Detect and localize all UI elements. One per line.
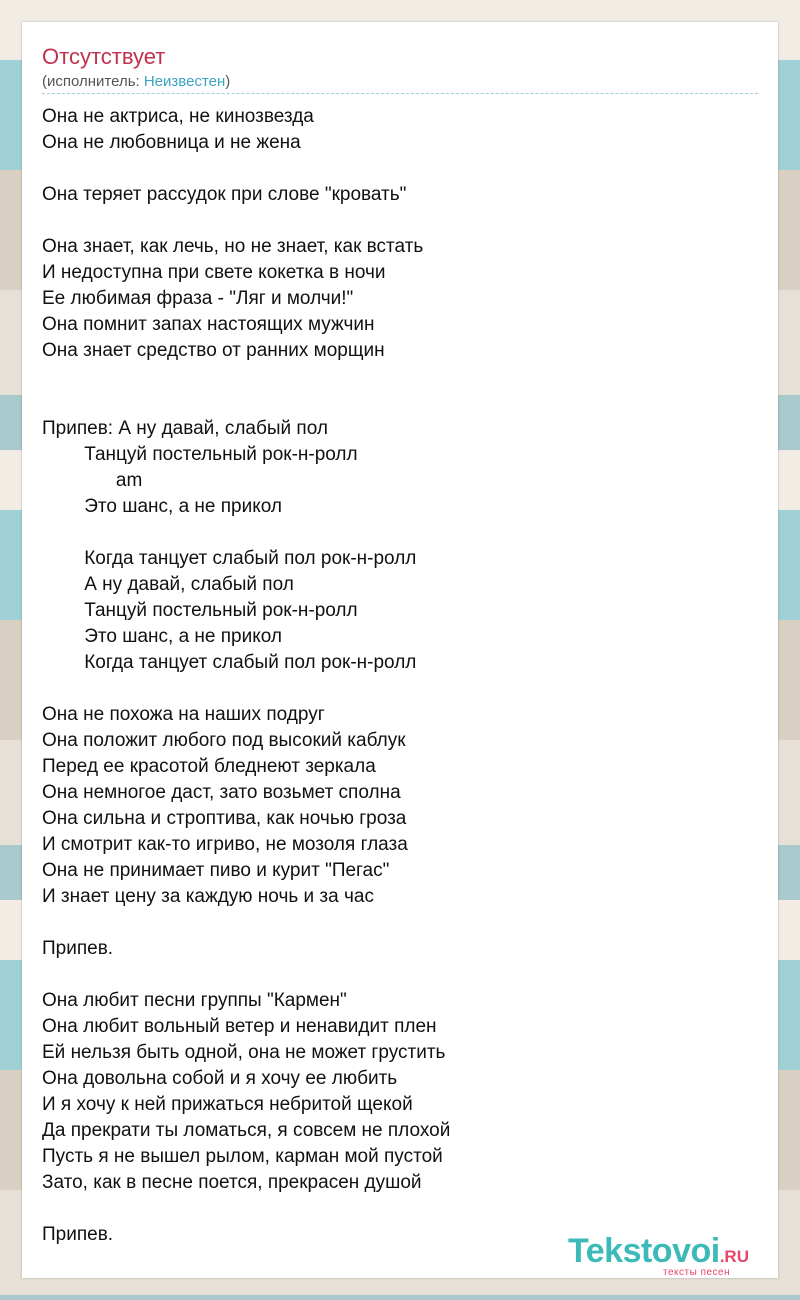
lyric-line: И смотрит как-то игриво, не мозоля глаза	[42, 834, 408, 855]
lyric-line	[42, 208, 758, 234]
lyric-line: Танцуй постельный рок-н-ролл	[42, 600, 358, 621]
lyric-line: Припев.	[42, 938, 114, 959]
lyric-line: Она не актриса, не кинозвезда	[42, 106, 314, 127]
lyric-line: И знает цену за каждую ночь и за час	[42, 886, 374, 907]
lyric-line	[42, 676, 758, 702]
lyric-line: И я хочу к ней прижаться небритой щекой	[42, 1094, 413, 1115]
lyrics-card	[22, 22, 778, 1278]
lyric-line: Она сильна и строптива, как ночью гроза	[42, 808, 407, 829]
lyric-line: Пусть я не вышел рылом, карман мой пустой	[42, 1146, 443, 1167]
lyric-line: Ее любимая фраза - "Ляг и молчи!"	[42, 288, 354, 309]
lyric-line: Танцуй постельный рок-н-ролл	[42, 444, 358, 465]
divider	[42, 93, 758, 94]
lyric-line: Она немногое даст, зато возьмет сполна	[42, 782, 401, 803]
artist-suffix: )	[225, 73, 231, 90]
lyric-line: Зато, как в песне поется, прекрасен душой	[42, 1172, 422, 1193]
lyric-line: Это шанс, а не прикол	[42, 496, 282, 517]
lyrics-body	[42, 104, 758, 1248]
site-logo[interactable]	[568, 1232, 749, 1278]
lyric-line: Перед ее красотой бледнеют зеркала	[42, 756, 376, 777]
artist-link[interactable]: Неизвестен	[143, 73, 226, 90]
lyric-line: Она не принимает пиво и курит "Пегас"	[42, 860, 390, 881]
lyric-line	[42, 156, 758, 182]
lyric-line	[42, 910, 758, 936]
lyric-line	[42, 390, 758, 416]
lyric-line: Припев.	[42, 1224, 114, 1245]
song-title: Отсутствует	[42, 44, 166, 69]
lyric-line: А ну давай, слабый пол	[42, 574, 294, 595]
lyric-line: Она не любовница и не жена	[42, 132, 301, 153]
lyric-line	[42, 364, 758, 390]
logo-tld: .RU	[719, 1247, 749, 1266]
lyric-line	[42, 962, 758, 988]
lyric-line: Она знает средство от ранних морщин	[42, 340, 385, 361]
lyric-line	[42, 1196, 758, 1222]
lyric-line: Она довольна собой и я хочу ее любить	[42, 1068, 398, 1089]
lyric-line: И недоступна при свете кокетка в ночи	[42, 262, 386, 283]
lyric-line: Ей нельзя быть одной, она не может грустить	[42, 1042, 446, 1063]
logo-name: Tekstovoi	[568, 1232, 720, 1270]
lyric-line: Когда танцует слабый пол рок-н-ролл	[42, 548, 417, 569]
lyric-line: Да прекрати ты ломаться, я совсем не плохой	[42, 1120, 451, 1141]
lyric-line: Она не похожа на наших подруг	[42, 704, 325, 725]
lyric-line: am	[42, 470, 143, 491]
lyric-line: Припев: А ну давай, слабый пол	[42, 418, 328, 439]
lyric-line: Она положит любого под высокий каблук	[42, 730, 406, 751]
lyric-line	[42, 520, 758, 546]
lyric-line: Она помнит запах настоящих мужчин	[42, 314, 375, 335]
lyric-line: Она теряет рассудок при слове "кровать"	[42, 184, 407, 205]
lyric-line: Она любит вольный ветер и ненавидит плен	[42, 1016, 437, 1037]
logo-tagline: тексты песен	[663, 1267, 731, 1278]
artist-prefix: (исполнитель:	[42, 73, 144, 90]
lyric-line: Она знает, как лечь, но не знает, как встать	[42, 236, 424, 257]
lyric-line: Она любит песни группы "Кармен"	[42, 990, 347, 1011]
lyric-line: Когда танцует слабый пол рок-н-ролл	[42, 652, 417, 673]
artist-line	[42, 73, 230, 90]
lyric-line: Это шанс, а не прикол	[42, 626, 282, 647]
